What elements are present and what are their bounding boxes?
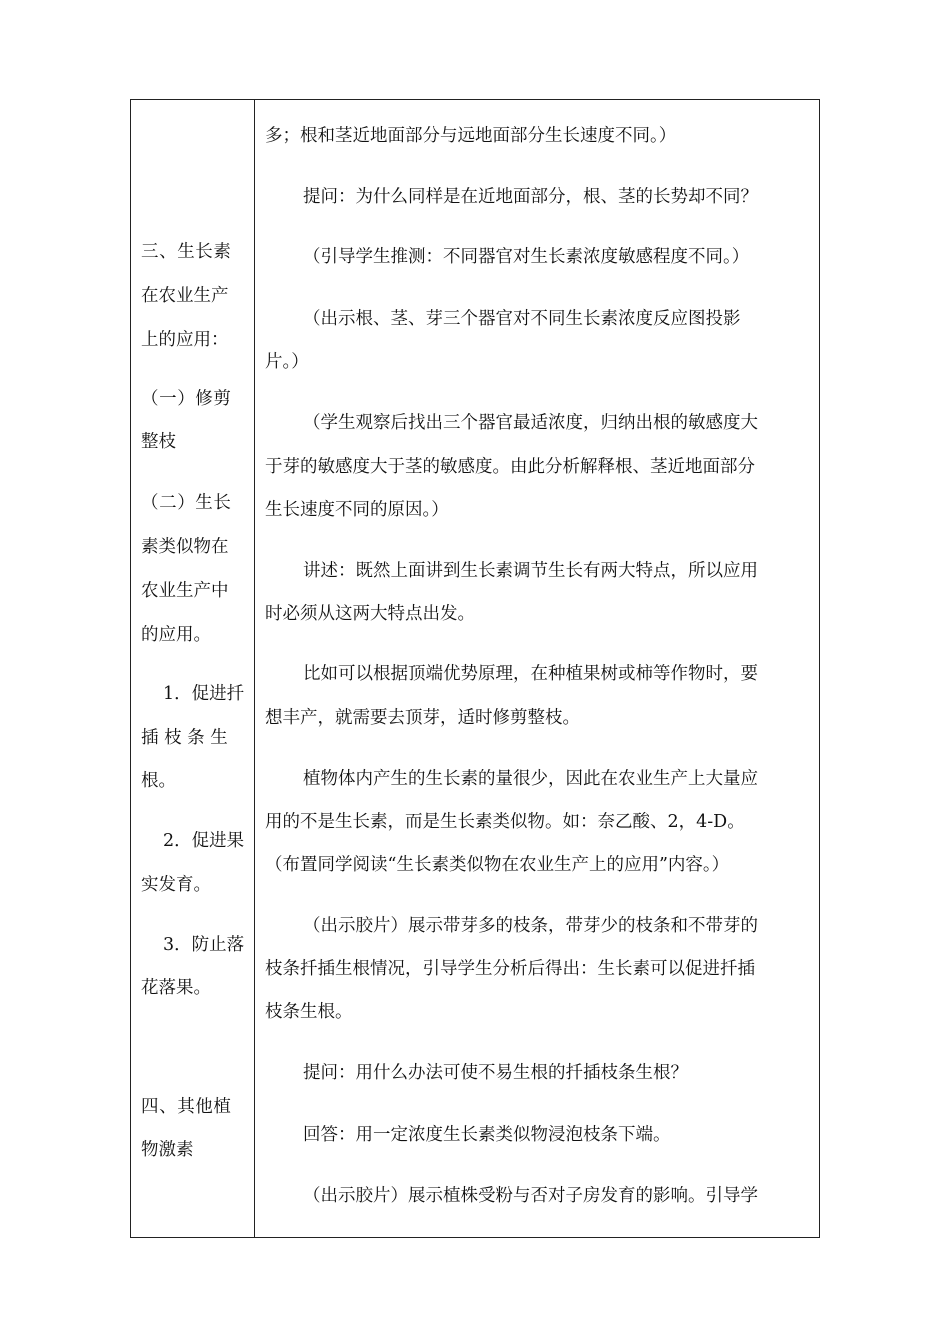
body-line: 枝条扦插生根情况，引导学生分析后得出：生长素可以促进扦插	[265, 959, 755, 979]
body-line: 提问：为什么同样是在近地面部分，根、茎的长势却不同？	[303, 187, 758, 207]
outline-line: 1．促进扦	[163, 684, 245, 704]
body-line: 时必须从这两大特点出发。	[265, 604, 475, 624]
outline-line: 四、其他植	[141, 1097, 232, 1117]
body-line: 比如可以根据顶端优势原理，在种植果树或柿等作物时，要	[303, 664, 758, 684]
body-line: 生长速度不同的原因。）	[265, 500, 449, 520]
body-line: 多；根和茎近地面部分与远地面部分生长速度不同。）	[265, 126, 677, 146]
body-line: （学生观察后找出三个器官最适浓度，归纳出根的敏感度大	[303, 413, 758, 433]
body-line: （引导学生推测：不同器官对生长素浓度敏感程度不同。）	[303, 247, 750, 267]
outline-line: 的应用。	[141, 625, 211, 645]
outline-line: 上的应用：	[141, 330, 229, 350]
body-line: 讲述：既然上面讲到生长素调节生长有两大特点，所以应用	[303, 561, 758, 581]
outline-line: （一）修剪	[141, 389, 232, 409]
outline-line: 花落果。	[141, 978, 211, 998]
outline-line: 三、生长素	[141, 242, 232, 262]
outline-line: （二）生长	[141, 493, 232, 513]
outline-line: 在农业生产	[141, 286, 229, 306]
body-line: 提问：用什么办法可使不易生根的扦插枝条生根？	[303, 1063, 688, 1083]
outline-line: 实发育。	[141, 875, 211, 895]
body-line: 植物体内产生的生长素的量很少，因此在农业生产上大量应	[303, 769, 758, 789]
body-line: 回答：用一定浓度生长素类似物浸泡枝条下端。	[303, 1125, 671, 1145]
outline-line: 插 枝 条 生	[141, 728, 228, 748]
outline-line: 根。	[141, 771, 176, 791]
outline-line: 3．防止落	[163, 935, 245, 955]
body-line: 于芽的敏感度大于茎的敏感度。由此分析解释根、茎近地面部分	[265, 457, 755, 477]
body-line: 用的不是生长素，而是生长素类似物。如：奈乙酸、2，4-D。	[265, 812, 745, 832]
body-line: （布置同学阅读“生长素类似物在农业生产上的应用”内容。）	[265, 855, 730, 875]
body-line: 片。）	[265, 352, 309, 372]
body-line: （出示根、茎、芽三个器官对不同生长素浓度反应图投影	[303, 309, 741, 329]
outline-line: 物激素	[141, 1140, 194, 1160]
outline-line: 2．促进果	[163, 831, 245, 851]
body-line: 想丰产，就需要去顶芽，适时修剪整枝。	[265, 708, 580, 728]
body-line: （出示胶片）展示带芽多的枝条，带芽少的枝条和不带芽的	[303, 916, 758, 936]
body-line: 枝条生根。	[265, 1002, 353, 1022]
body-line: （出示胶片）展示植株受粉与否对子房发育的影响。引导学	[303, 1186, 758, 1206]
column-divider	[254, 100, 255, 1237]
outline-line: 整枝	[141, 432, 176, 452]
lesson-plan-table	[130, 99, 820, 1238]
outline-line: 素类似物在	[141, 537, 229, 557]
outline-line: 农业生产中	[141, 581, 229, 601]
